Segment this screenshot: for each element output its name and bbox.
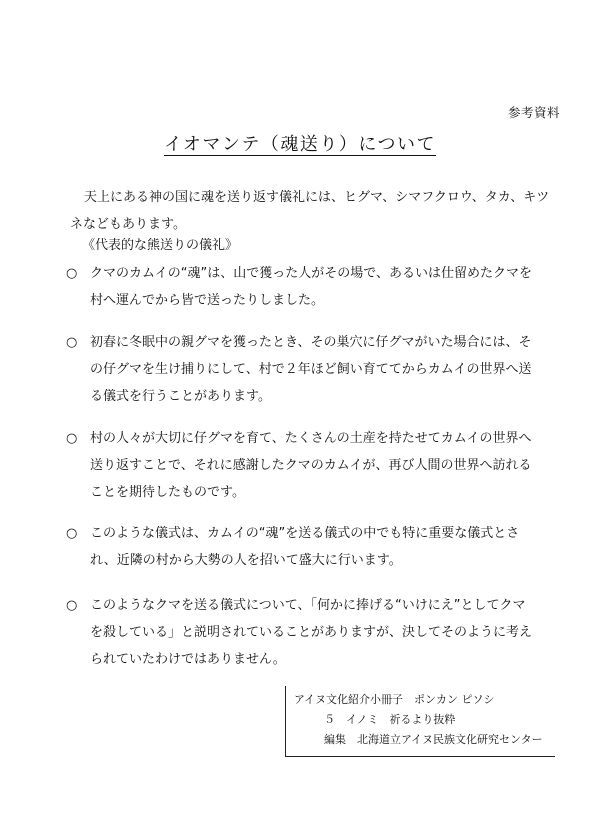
list-item: [66, 260, 536, 314]
list-item-text: このような儀式は、カムイの“魂”を送る儀式の中でも特に重要な儀式とされ、近隣の村から大勢の人を招いて盛大に行います。: [90, 526, 520, 568]
bullet-circle-icon: ○: [66, 526, 78, 541]
section-heading: 《代表的な熊送りの儀礼》: [82, 238, 239, 253]
source-credit-box: [285, 686, 555, 757]
credit-editor: 編集 北海道立アイヌ民族文化研究センター: [324, 733, 543, 746]
credit-booklet: アイヌ文化紹介小冊子 ポンカン ピソシ: [294, 693, 495, 706]
bullet-circle-icon: ○: [66, 335, 78, 350]
bullet-circle-icon: ○: [66, 598, 78, 613]
intro-paragraph: 天上にある神の国に魂を送り返す儀礼には、ヒグマ、シマフクロウ、タカ、キツネなどもあります。: [70, 190, 550, 232]
list-item-text: 村の人々が大切に仔グマを育て、たくさんの土産を持たせてカムイの世界へ送り返すことで、それに感謝したクマのカムイが、再び人間の世界へ訪れることを期待したものです。: [90, 431, 532, 500]
page-title-text: イオマンテ（魂送り）について: [163, 134, 437, 155]
list-item-text: 初春に冬眠中の親グマを獲ったとき、その巣穴に仔グマがいた場合には、その仔グマを生け捕りにして、村で２年ほど飼い育ててからカムイの世界へ送る儀式を行うことがあります。: [90, 335, 532, 404]
page-title: [0, 130, 600, 156]
list-item: [66, 592, 536, 673]
bullet-circle-icon: ○: [66, 266, 78, 281]
reference-material-label: 参考資料: [507, 105, 560, 120]
list-item-text: クマのカムイの“魂”は、山で獲った人がその場で、あるいは仕留めたクマを村へ運んでから皆で送ったりしました。: [90, 266, 532, 308]
list-item: [66, 520, 536, 574]
list-item: [66, 329, 536, 410]
list-item: [66, 425, 536, 506]
credit-excerpt: ５ イノミ 祈るより抜粋: [324, 713, 456, 726]
bullet-circle-icon: ○: [66, 431, 78, 446]
list-item-text: このようなクマを送る儀式について、「何かに捧げる“いけにえ”としてクマを殺している」と説明されていることがありますが、決してそのように考えられていたわけではありません。: [90, 598, 533, 667]
